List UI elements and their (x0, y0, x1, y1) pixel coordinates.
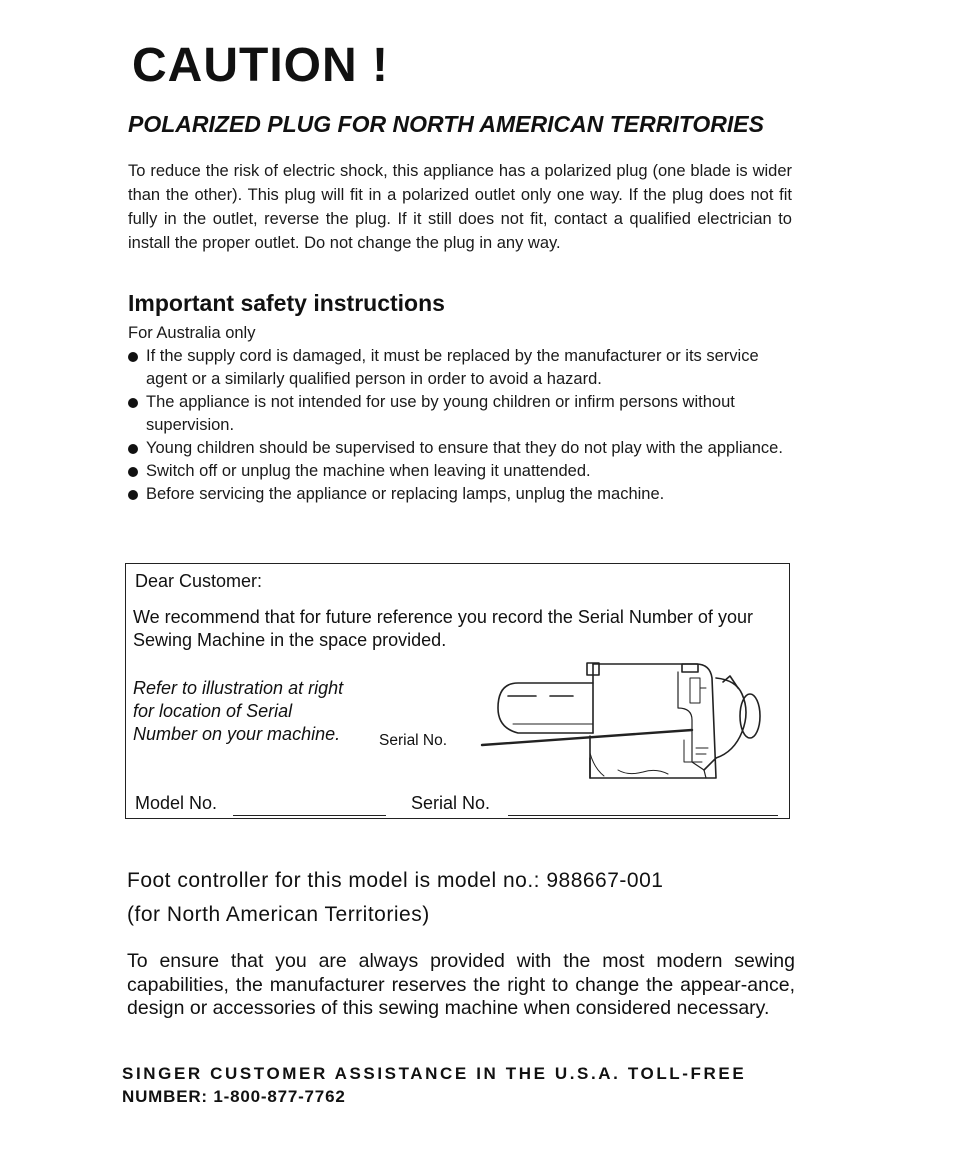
bullet-dot-icon (128, 490, 138, 500)
serial-number-label: Serial No. (411, 793, 491, 813)
bullet-dot-icon (128, 444, 138, 454)
caution-title: CAUTION ! (132, 39, 389, 92)
record-instructions: We recommend that for future reference you record the Serial Number of your Sewing Machine in the space provided. (133, 607, 753, 650)
safety-bullet-text: The appliance is not intended for use by young children or infirm persons without supervision. (146, 393, 735, 434)
customer-greeting: Dear Customer: (135, 571, 263, 591)
safety-bullet (128, 483, 792, 506)
foot-controller-note: Foot controller for this model is model no.: 988667-001 (127, 869, 664, 892)
safety-bullet (128, 460, 792, 483)
safety-bullet-text: Young children should be supervised to ensure that they do not play with the appliance. (146, 439, 783, 457)
customer-assistance-line: SINGER CUSTOMER ASSISTANCE IN THE U.S.A. TOLL-FREE (122, 1064, 747, 1083)
illustration-serial-label: Serial No. (379, 732, 448, 749)
territories-note: (for North American Territories) (127, 903, 430, 926)
safety-bullet-list (128, 345, 792, 506)
bullet-dot-icon (128, 398, 138, 408)
refer-illustration-text: Refer to illustration at right for location of Serial Number on your machine. (133, 678, 344, 744)
manufacturer-notice: To ensure that you are always provided with the most modern sewing capabilities, the manufacturer reserves the right to change the appear-ance, design or accessories of this sewing machine when considered necessary. (127, 950, 795, 1019)
australia-note: For Australia only (128, 324, 256, 342)
safety-bullet-text: Switch off or unplug the machine when leaving it unattended. (146, 462, 591, 480)
safety-bullet (128, 437, 792, 460)
bullet-dot-icon (128, 352, 138, 362)
safety-bullet-text: Before servicing the appliance or replacing lamps, unplug the machine. (146, 485, 665, 503)
safety-heading: Important safety instructions (128, 290, 445, 316)
toll-free-number: NUMBER: 1-800-877-7762 (122, 1087, 346, 1106)
model-number-field (233, 815, 386, 816)
section-heading: POLARIZED PLUG FOR NORTH AMERICAN TERRITORIES (128, 111, 764, 137)
model-number-label: Model No. (135, 793, 218, 813)
sewing-machine-illustration (478, 658, 768, 788)
safety-bullet (128, 391, 792, 437)
safety-bullet (128, 345, 792, 391)
intro-paragraph: To reduce the risk of electric shock, this appliance has a polarized plug (one blade is wider than the other). This plug will fit in a polarized outlet only one way. If the plug does not fit fully in the outlet, reverse the plug. If it still does not fit, contact a qualified electrician to install the proper outlet. Do not change the plug in any way. (128, 162, 792, 252)
bullet-dot-icon (128, 467, 138, 477)
serial-number-field (508, 815, 778, 816)
safety-bullet-text: If the supply cord is damaged, it must be replaced by the manufacturer or its service agent or a similarly qualified person in order to avoid a hazard. (146, 347, 759, 388)
